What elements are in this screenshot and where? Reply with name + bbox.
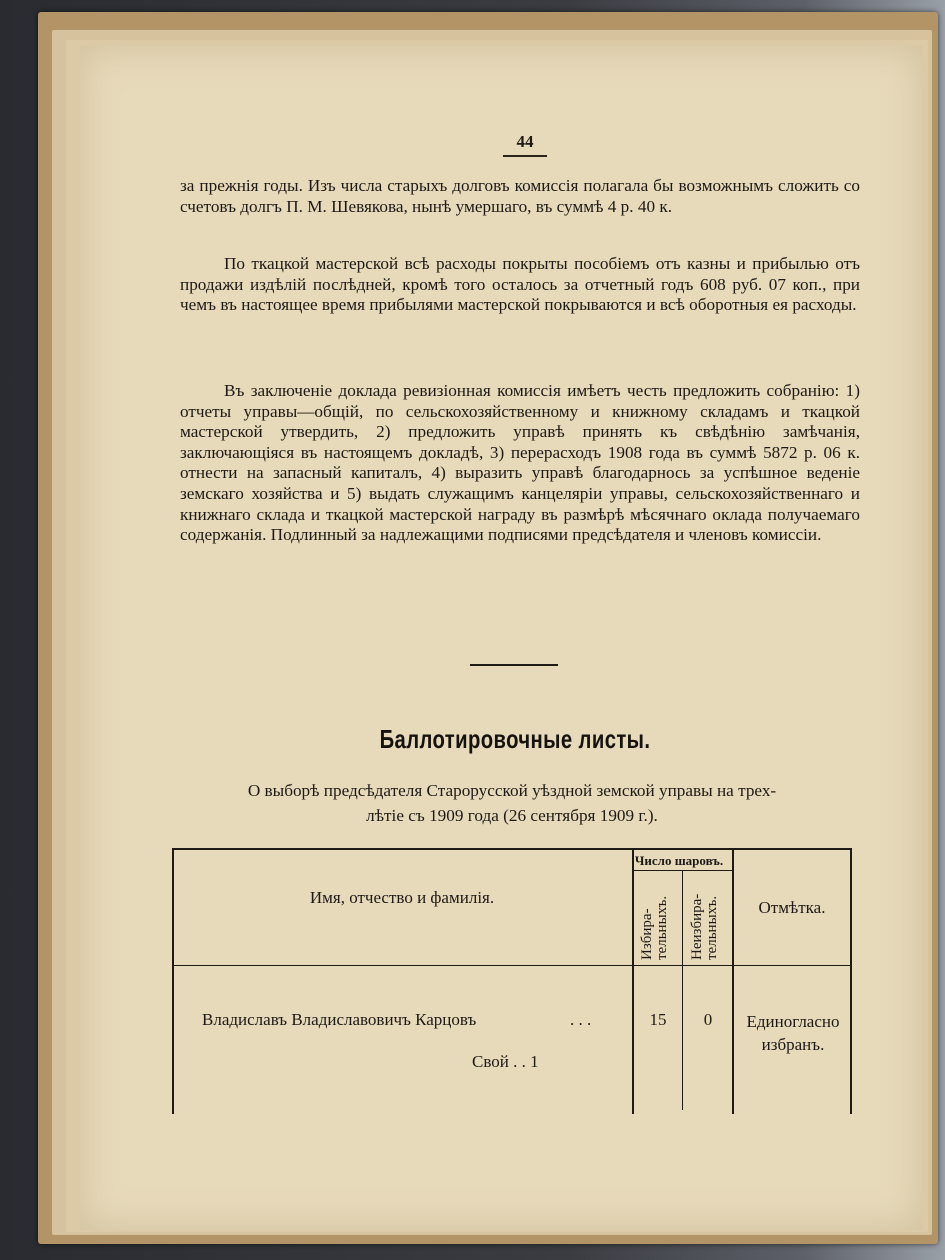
col-rule-3	[682, 870, 683, 1110]
header-mark: Отмѣтка.	[758, 898, 826, 917]
table-row-mark-line-2: избранъ.	[761, 1035, 825, 1054]
section-divider	[470, 664, 558, 666]
paragraph-2-text: По ткацкой мастерской всѣ расходы покрыты пособіемъ отъ казны и прибылью отъ продажи издѣлій послѣдней, кромѣ того осталось за отчетный годъ 608 руб. 07 коп., при чемъ въ настоящее время прибылями мастерской покрываются и всѣ оборотныя ея расходы.	[180, 254, 860, 315]
table-row-name: Владиславъ Владиславовичъ Карцовъ	[202, 1010, 477, 1029]
table-header-rule	[172, 965, 852, 966]
page-number: 44	[516, 132, 534, 151]
header-elect-line-1: Избира-	[639, 908, 655, 960]
table-row-elect: 15	[649, 1010, 667, 1029]
paragraph-1-text: за прежнія годы. Изъ числа старыхъ долговъ комиссія полагала бы возможнымъ сложить со счетовъ долгъ П. М. Шевякова, нынѣ умершаго, въ суммѣ 4 р. 40 к.	[180, 176, 860, 216]
table-row-mark-line-1: Единогласно	[746, 1012, 840, 1031]
header-nonelect-line-1: Неизбира-	[689, 893, 705, 960]
header-nonelect	[690, 894, 720, 960]
header-balls: Число шаровъ.	[634, 853, 724, 868]
balls-subheader-rule	[632, 870, 732, 871]
paragraph-1	[180, 176, 860, 217]
table-row-nonelect: 0	[703, 1010, 713, 1029]
header-name: Имя, отчество и фамилія.	[309, 888, 495, 907]
header-elect	[640, 896, 670, 960]
col-rule-2	[632, 848, 634, 1114]
own-vote: Свой . . 1	[472, 1052, 539, 1071]
table-row-mark	[734, 1010, 852, 1056]
col-rule-4	[732, 848, 734, 1114]
subtitle	[172, 778, 852, 828]
table-row-dots: . . .	[570, 1010, 592, 1029]
table-top-rule	[172, 848, 852, 850]
section-title: Баллотировочные листы.	[379, 724, 651, 754]
paragraph-2	[180, 254, 860, 316]
subtitle-line-1: О выборѣ предсѣдателя Старорусской уѣздной земской управы на трех-	[247, 781, 777, 800]
col-rule-5	[850, 848, 852, 1114]
header-nonelect-line-2: тельныхъ.	[704, 895, 720, 960]
paragraph-3	[180, 381, 860, 546]
subtitle-line-2: лѣтіе съ 1909 года (26 сентября 1909 г.).	[366, 806, 658, 825]
paragraph-3-text: Въ заключеніе доклада ревизіонная комиссія имѣетъ честь предложить собранію: 1) отчеты управы—общій, по сельскохозяйственному и книжному складамъ и ткацкой мастерской утвердить, 2) предложить управѣ принять къ свѣдѣнію замѣчанія, заключающіяся въ настоящемъ докладѣ, 3) перерасходъ 1908 года въ суммѣ 5872 р. 06 к. отнести на запасный капиталъ, 4) выразить управѣ благодарнось за успѣшное веденіе земскаго хозяйства и 5) выдать служащимъ канцеляріи управы, сельскохозяйственнаго и книжнаго склада и ткацкой мастерской награду въ размѣрѣ мѣсячнаго оклада получаемаго содержанія. Подлинный за надлежащими подписями предсѣдателя и членовъ комиссіи.	[180, 381, 860, 545]
ballot-table	[172, 848, 852, 1116]
page-number-rule	[503, 155, 547, 157]
header-elect-line-2: тельныхъ.	[654, 895, 670, 960]
